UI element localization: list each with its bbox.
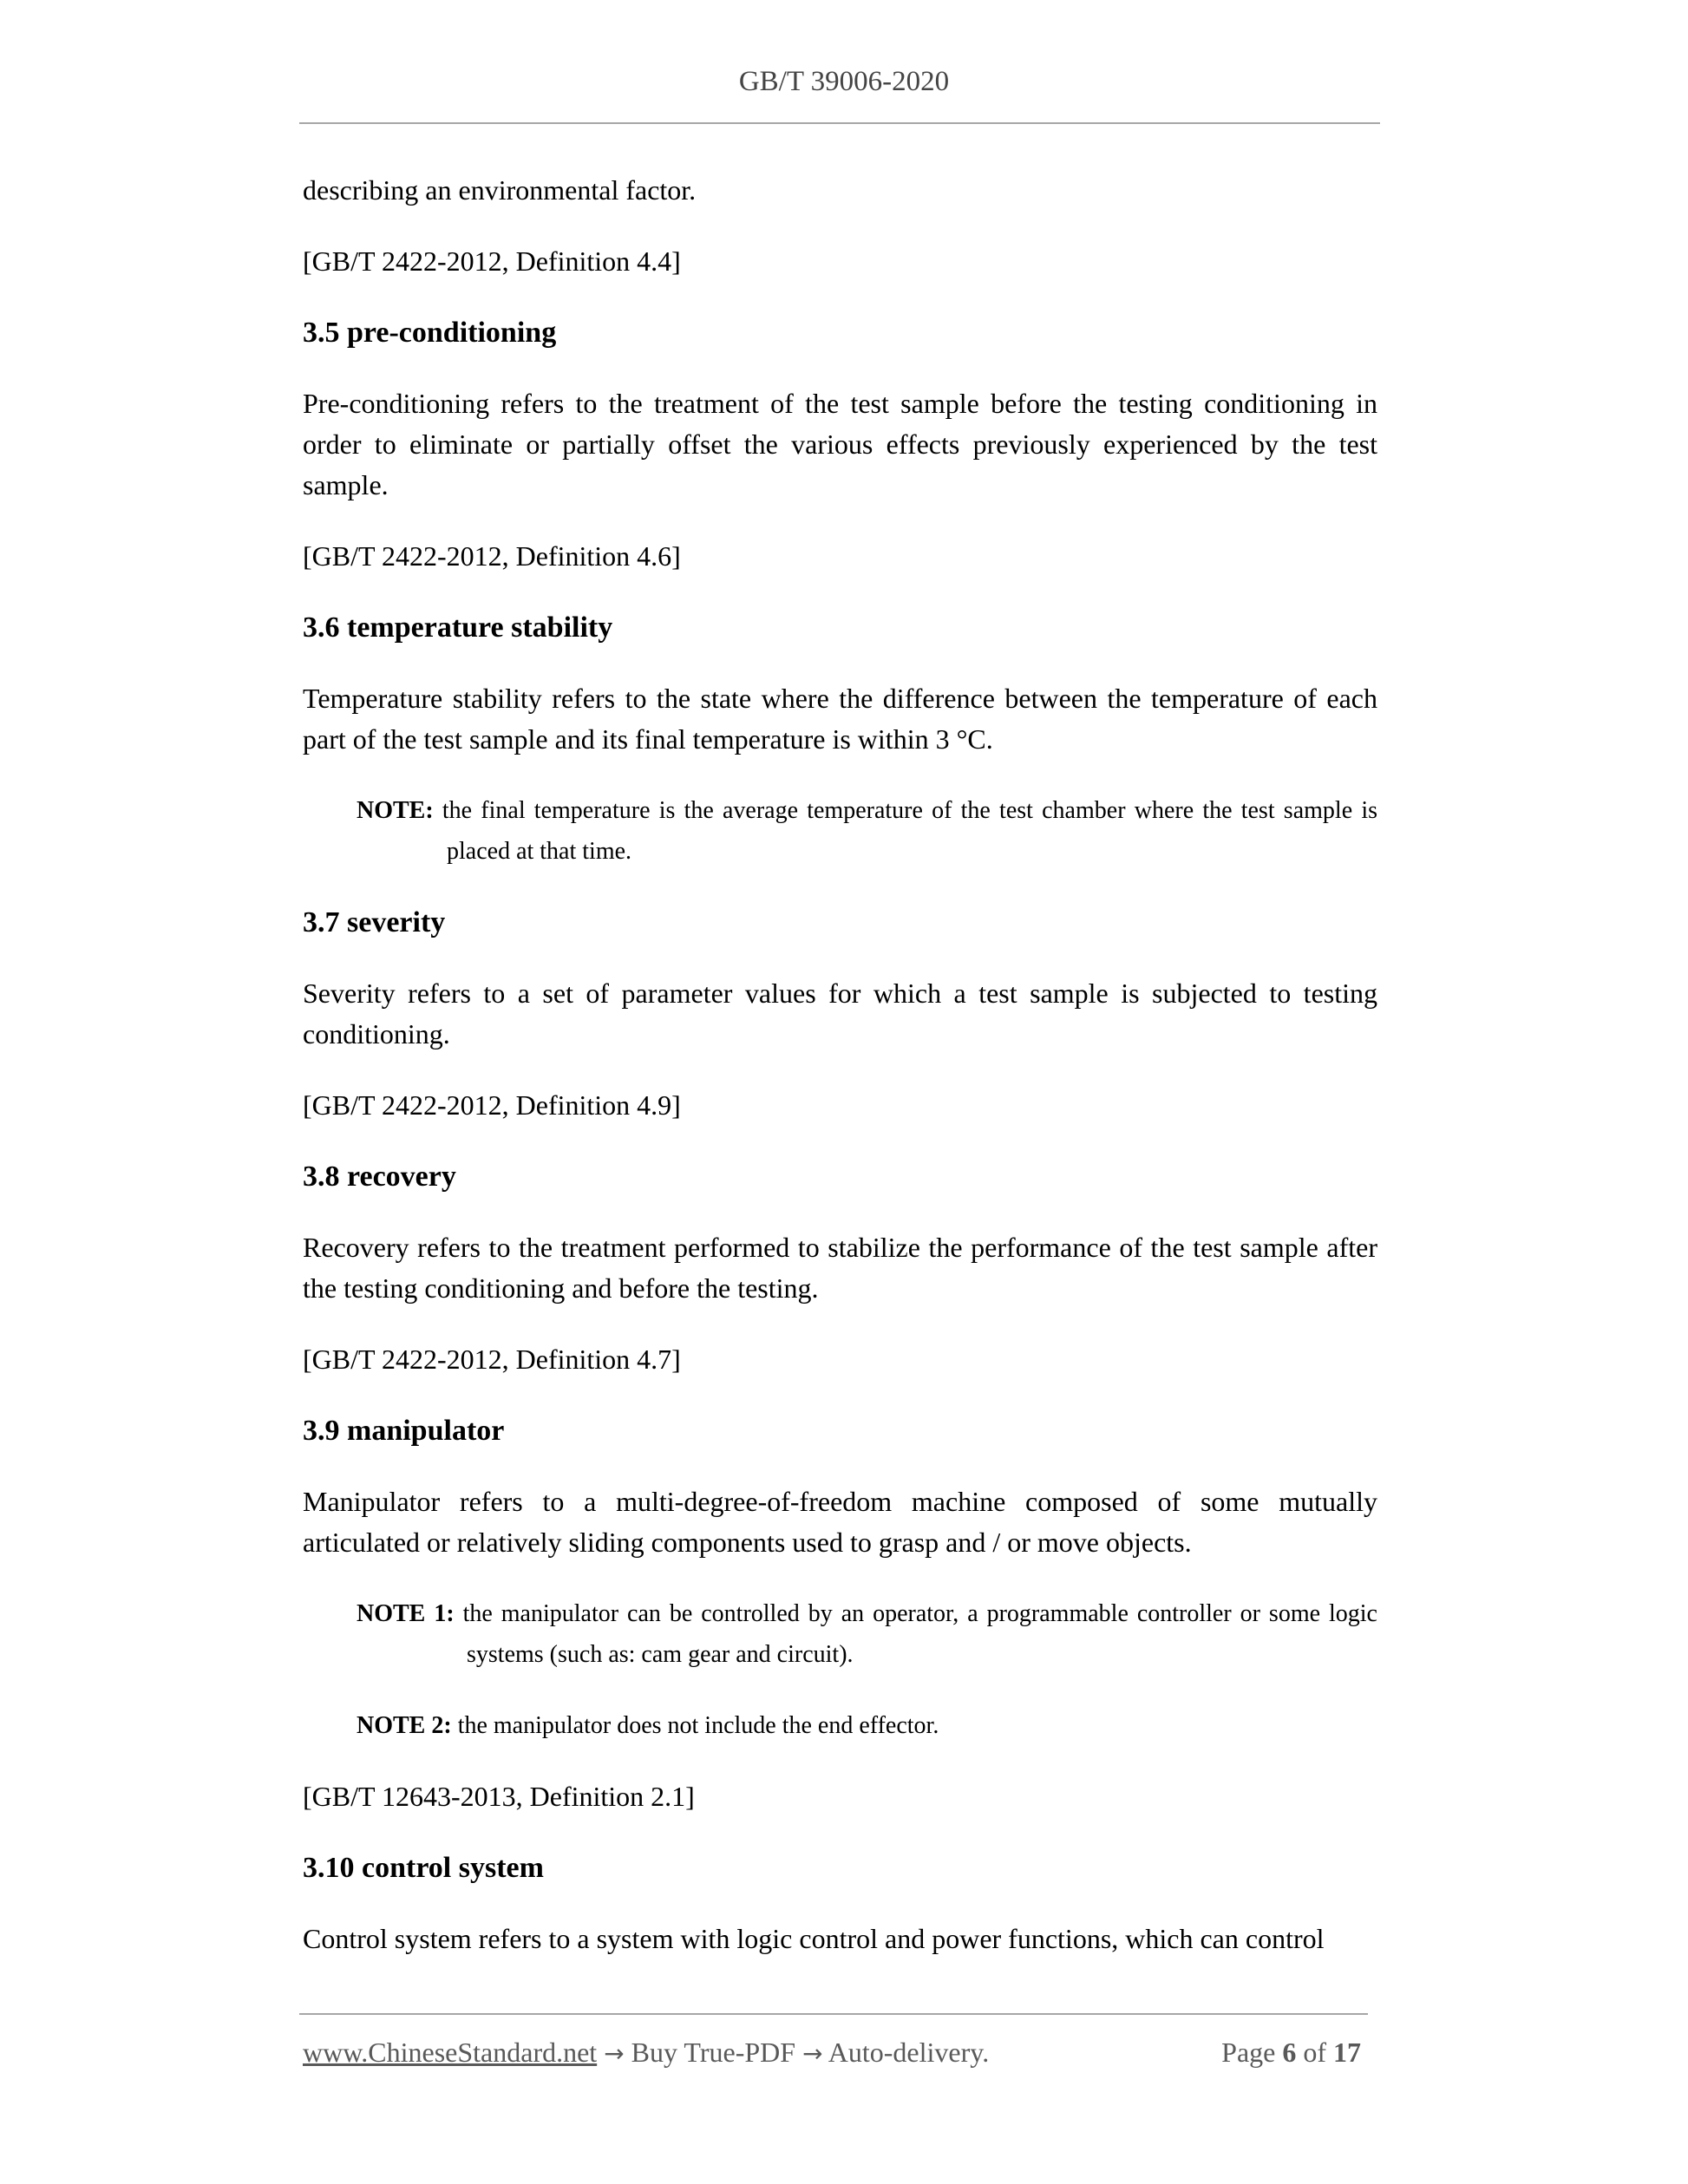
footer-promo <box>303 2034 989 2072</box>
term-definition-3-7: Severity refers to a set of parameter values for which a test sample is subjected to testing conditioning. <box>303 978 1377 1049</box>
reference-citation: [GB/T 2422-2012, Definition 4.9] <box>303 1089 681 1121</box>
term-heading-3-7: 3.7 severity <box>303 906 446 938</box>
term-heading-3-9: 3.9 manipulator <box>303 1415 505 1447</box>
continuation-text: describing an environmental factor. <box>303 174 697 206</box>
footer-divider <box>299 2013 1368 2015</box>
note-label: NOTE: <box>357 797 434 824</box>
note-3-6 <box>357 790 1377 872</box>
term-heading-3-10: 3.10 control system <box>303 1852 544 1884</box>
document-body <box>303 170 1377 1990</box>
arrow-right-icon: → <box>802 2039 823 2068</box>
reference-citation: [GB/T 2422-2012, Definition 4.7] <box>303 1344 681 1375</box>
note-text: the final temperature is the average temperature of the test chamber where the test sample is placed at that time. <box>433 797 1377 865</box>
term-definition-3-5: Pre-conditioning refers to the treatment of the test sample before the testing conditioning in order to eliminate or partially offset the various effects previously experienced by the test sample. <box>303 388 1377 500</box>
note-label: NOTE 1: <box>357 1600 455 1627</box>
page-header-title: GB/T 39006-2020 <box>738 66 950 97</box>
arrow-right-icon: → <box>604 2039 625 2068</box>
of-label: of <box>1303 2037 1326 2068</box>
note-label: NOTE 2: <box>357 1712 452 1739</box>
note-text: the manipulator can be controlled by an operator, a programmable controller or some logic systems (such as: cam gear and circuit). <box>454 1600 1377 1668</box>
header-divider <box>299 122 1380 124</box>
term-definition-3-6: Temperature stability refers to the state where the difference between the temperature of each part of the test sample and its final temperature is within 3 °C. <box>303 683 1377 755</box>
term-heading-3-6: 3.6 temperature stability <box>303 611 613 644</box>
reference-citation: [GB/T 12643-2013, Definition 2.1] <box>303 1781 695 1812</box>
delivery-text: Auto-delivery. <box>828 2037 990 2068</box>
note-3-9-1 <box>357 1593 1377 1675</box>
term-heading-3-5: 3.5 pre-conditioning <box>303 317 557 349</box>
reference-citation: [GB/T 2422-2012, Definition 4.6] <box>303 540 681 572</box>
note-text: the manipulator does not include the end effector. <box>451 1712 939 1739</box>
reference-citation: [GB/T 2422-2012, Definition 4.4] <box>303 245 681 277</box>
site-link[interactable]: www.ChineseStandard.net <box>303 2037 598 2068</box>
term-definition-3-9: Manipulator refers to a multi-degree-of-freedom machine composed of some mutually articulated or relatively sliding components used to grasp and / or move objects. <box>303 1486 1377 1558</box>
page-current: 6 <box>1282 2037 1297 2068</box>
note-3-9-2 <box>357 1705 1377 1746</box>
page-indicator <box>1221 2034 1361 2070</box>
term-heading-3-8: 3.8 recovery <box>303 1161 456 1193</box>
page-total: 17 <box>1333 2037 1361 2068</box>
buy-text: Buy True-PDF <box>631 2037 796 2068</box>
term-definition-3-10: Control system refers to a system with logic control and power functions, which can control <box>303 1923 1325 1954</box>
page-label: Page <box>1221 2037 1276 2068</box>
term-definition-3-8: Recovery refers to the treatment performed to stabilize the performance of the test sample after the testing conditioning and before the testing. <box>303 1232 1377 1304</box>
